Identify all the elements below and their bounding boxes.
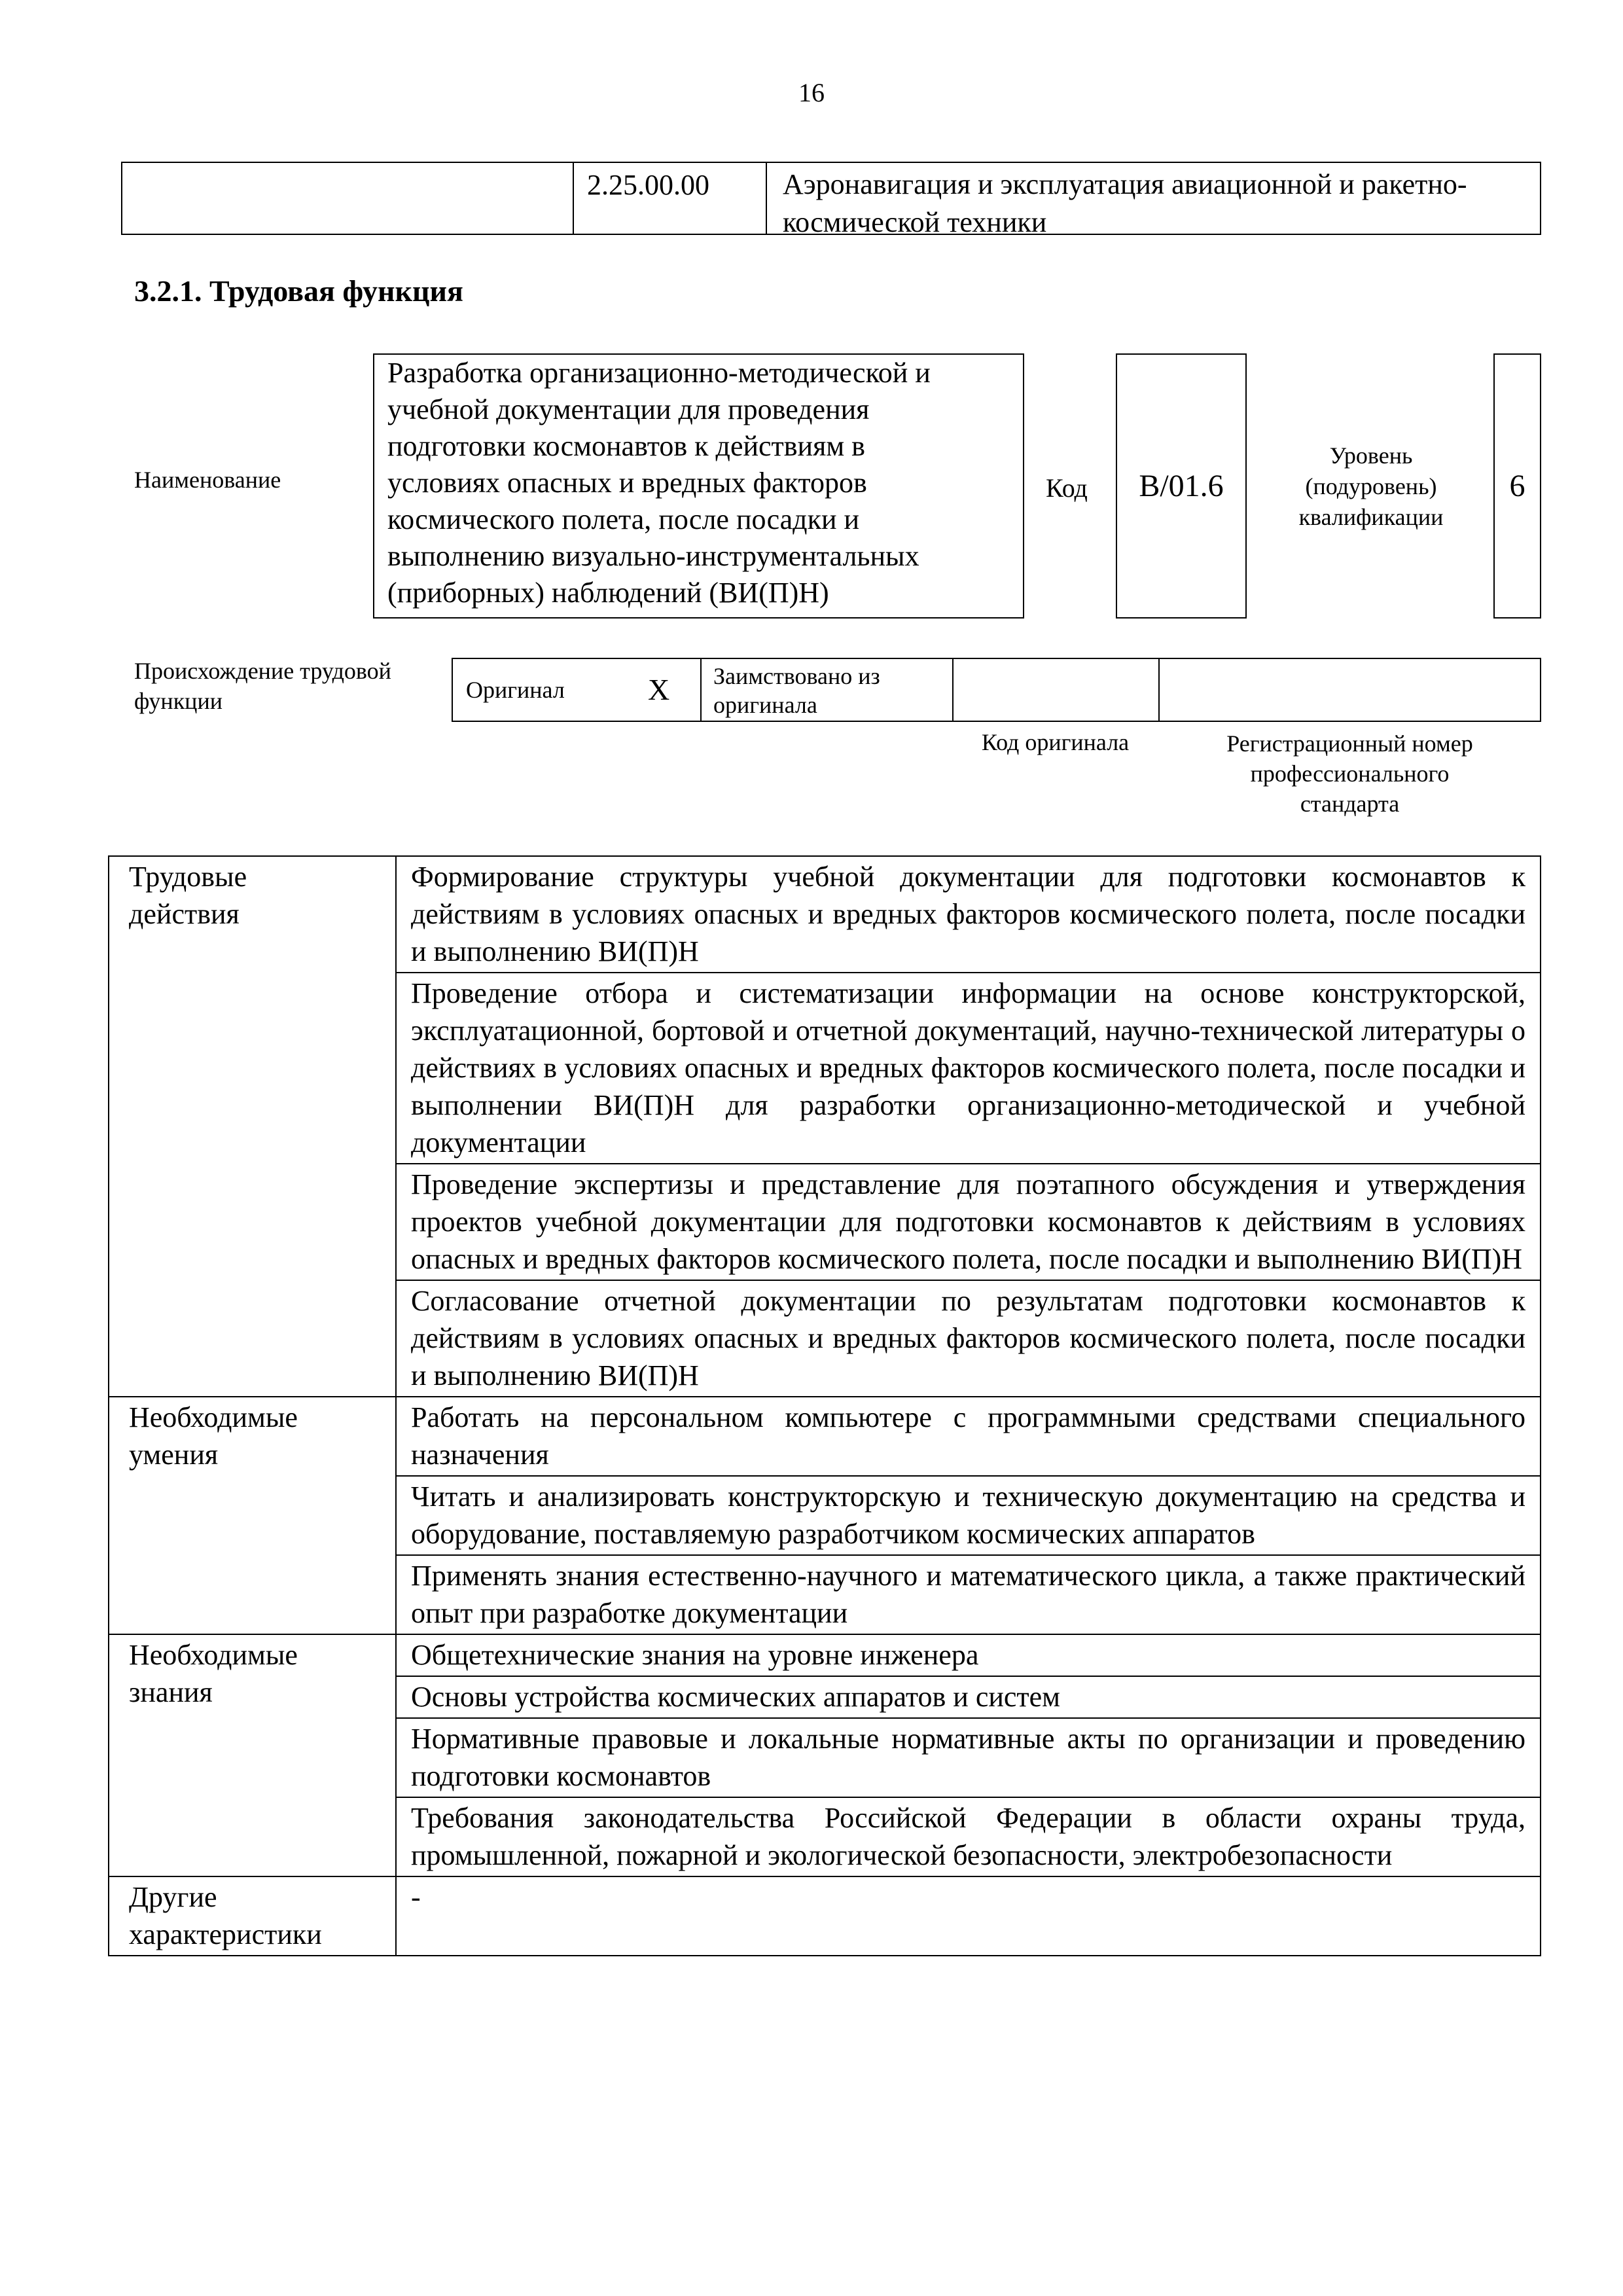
table-cell: Основы устройства космических аппаратов и систем [396, 1676, 1541, 1718]
section-label [109, 1397, 396, 1634]
reg-number-caption [1158, 728, 1541, 819]
okso-empty-cell [122, 163, 574, 234]
function-name-line: учебной документации для проведения [387, 393, 870, 425]
code-value: B/01.6 [1116, 353, 1247, 619]
reg-number-cell [1160, 659, 1540, 721]
section-label-line: умения [129, 1439, 219, 1471]
section-label [109, 1876, 396, 1956]
section-title: 3.2.1. Трудовая функция [134, 274, 463, 308]
okso-name: Аэронавигация и эксплуатация авиационной и ракетно-космической техники [783, 168, 1467, 238]
table-cell: Нормативные правовые и локальные нормативные акты по организации и проведению подготовки космонавтов [396, 1718, 1541, 1797]
origin-table [452, 658, 1541, 722]
section-label-line: знания [129, 1676, 213, 1708]
original-cell [453, 659, 702, 721]
level-label-line: квалификации [1298, 504, 1444, 530]
table-cell: Формирование структуры учебной документации для подготовки космонавтов к действиям в условиях опасных и вредных факторов космического полета, после посадки и выполнению ВИ(П)Н [396, 856, 1541, 973]
table-row [109, 1634, 1541, 1676]
table-cell: Требования законодательства Российской Федерации в области охраны труда, промышленной, пожарной и экологической безопасности, электробезопасности [396, 1797, 1541, 1876]
function-name-line: выполнению визуально-инструментальных [387, 540, 919, 572]
origin-label-line: Происхождение трудовой [134, 658, 391, 684]
table-cell: - [396, 1876, 1541, 1956]
table-cell: Проведение экспертизы и представление для поэтапного обсуждения и утверждения проектов учебной документации для подготовки космонавтов к действиям в условиях опасных и вредных факторов космического полета, после посадки и выполнению ВИ(П)Н [396, 1164, 1541, 1280]
table-cell: Работать на персональном компьютере с программными средствами специального назначения [396, 1397, 1541, 1476]
function-details-table [108, 855, 1541, 1956]
function-name-line: Разработка организационно-методической и [387, 357, 931, 389]
function-name-line: подготовки космонавтов к действиям в [387, 430, 865, 462]
function-name-box [373, 353, 1024, 619]
level-label-line: (подуровень) [1305, 473, 1437, 499]
section-label-line: Необходимые [129, 1401, 298, 1433]
reg-caption-line: стандарта [1300, 791, 1400, 817]
table-cell: Применять знания естественно-научного и математического цикла, а также практический опыт при разработке документации [396, 1555, 1541, 1634]
section-label [109, 1634, 396, 1876]
function-name-line: условиях опасных и вредных факторов [387, 467, 867, 499]
borrowed-line: Заимствовано из [713, 663, 880, 689]
table-row [109, 1876, 1541, 1956]
original-label: Оригинал [466, 677, 565, 703]
function-name-line: космического полета, после посадки и [387, 503, 860, 535]
code-label: Код [1046, 473, 1088, 503]
table-row [109, 1397, 1541, 1476]
original-mark: X [648, 673, 670, 706]
name-label: Наименование [134, 467, 281, 493]
section-label-line: характеристики [129, 1918, 322, 1950]
original-code-caption: Код оригинала [981, 729, 1130, 755]
table-cell: Читать и анализировать конструкторскую и техническую документацию на средства и оборудование, поставляемую разработчиком космических аппаратов [396, 1476, 1541, 1555]
origin-label-line: функции [134, 688, 223, 714]
original-code-cell [954, 659, 1160, 721]
okso-code: 2.25.00.00 [574, 163, 767, 234]
section-label-line: Трудовые [129, 861, 247, 893]
origin-label [134, 656, 391, 716]
section-label-line: Другие [129, 1881, 217, 1913]
section-label-line: Необходимые [129, 1639, 298, 1671]
level-label [1263, 440, 1479, 533]
page-number: 16 [798, 78, 825, 107]
table-cell: Общетехнические знания на уровне инженера [396, 1634, 1541, 1676]
table-cell: Согласование отчетной документации по результатам подготовки космонавтов к действиям в условиях опасных и вредных факторов космического полета, после посадки и выполнению ВИ(П)Н [396, 1280, 1541, 1397]
reg-caption-line: Регистрационный номер [1226, 730, 1473, 757]
section-label-line: действия [129, 898, 240, 930]
section-label [109, 856, 396, 1397]
borrowed-cell [702, 659, 954, 721]
table-cell: Проведение отбора и систематизации информации на основе конструкторской, эксплуатационной, бортовой и отчетной документаций, научно-технической литературы о действиях в условиях опасных и вредных факторов космического полета, после посадки и выполнении ВИ(П)Н для разработки организационно-методической и учебной документации [396, 973, 1541, 1164]
function-name-line: (приборных) наблюдений (ВИ(П)Н) [387, 577, 829, 609]
level-value: 6 [1493, 353, 1541, 619]
level-label-line: Уровень [1329, 442, 1413, 469]
borrowed-line: оригинала [713, 692, 817, 718]
reg-caption-line: профессионального [1250, 761, 1450, 787]
table-row [109, 856, 1541, 973]
okso-table [121, 162, 1541, 238]
